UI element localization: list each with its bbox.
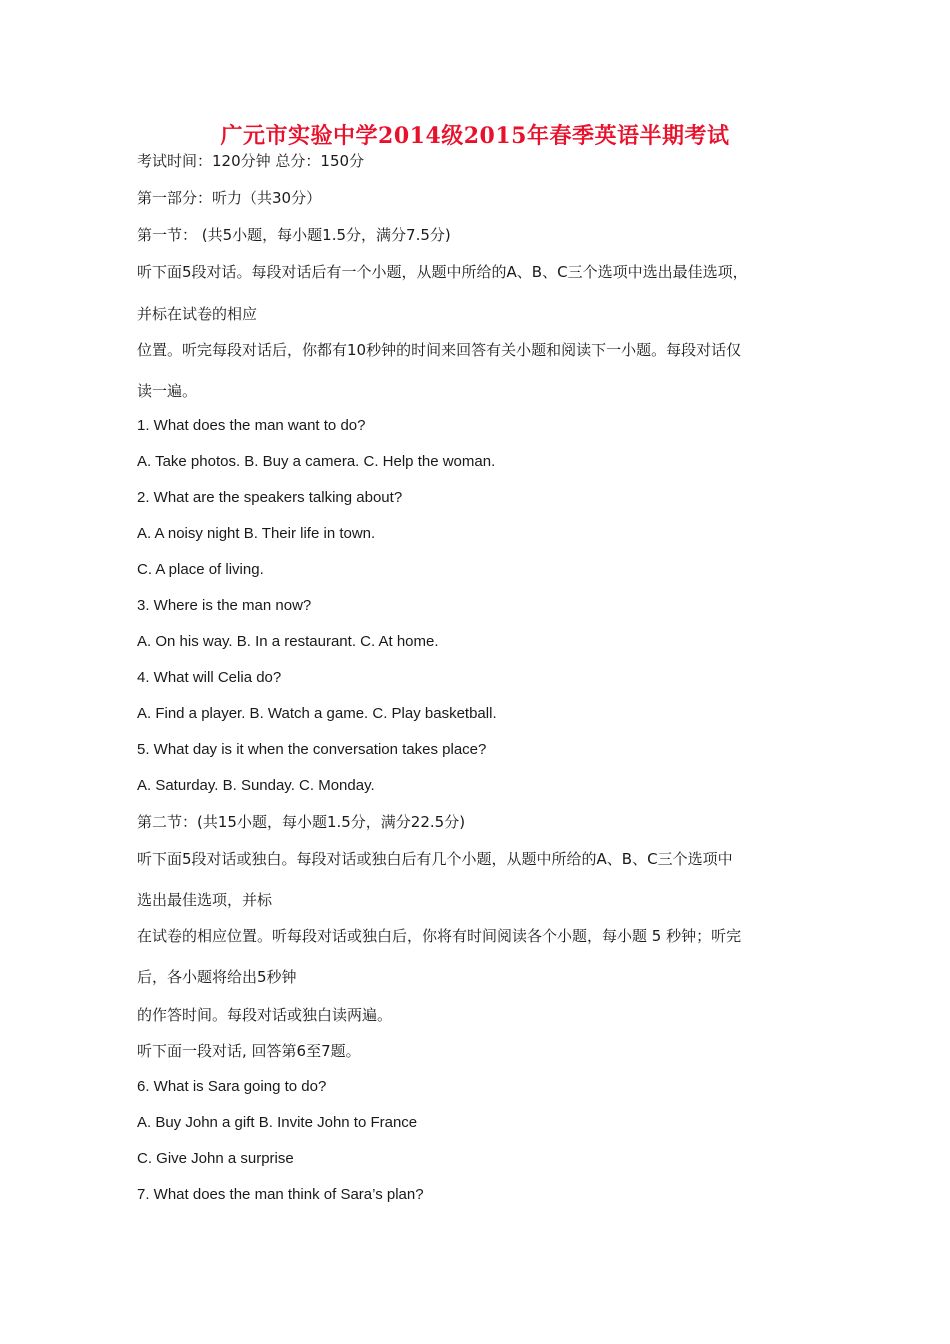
instruction-line: 听下面5段对话。每段对话后有一个小题，从题中所给的A、B、C三个选项中选出最佳选项， [137, 263, 748, 281]
instruction-line: 位置。听完每段对话后，你都有10秒钟的时间来回答有关小题和阅读下一小题。每段对话仅 [137, 341, 742, 359]
instruction-line: 读一遍。 [137, 382, 198, 400]
part-one-heading: 第一部分：听力（共30分） [137, 189, 322, 207]
question-6-options: A. Buy John a gift B. Invite John to France [137, 1114, 418, 1131]
section-two-heading: 第二节：(共15小题，每小题1.5分，满分22.5分) [137, 813, 466, 831]
instruction-line: 的作答时间。每段对话或独白读两遍。 [137, 1006, 393, 1024]
instruction-line: 在试卷的相应位置。听每段对话或独白后，你将有时间阅读各个小题，每小题 5 秒钟；听完 [137, 927, 742, 945]
instruction-line: 听下面5段对话或独白。每段对话或独白后有几个小题，从题中所给的A、B、C三个选项中 [137, 850, 733, 868]
instruction-line: 并标在试卷的相应 [137, 305, 258, 323]
question-6-options: C. Give John a surprise [137, 1150, 294, 1167]
instruction-line: 选出最佳选项，并标 [137, 891, 273, 909]
question-2: 2. What are the speakers talking about? [137, 489, 403, 506]
dialogue-intro: 听下面一段对话, 回答第6至7题。 [137, 1042, 361, 1060]
question-4-options: A. Find a player. B. Watch a game. C. Play basketball. [137, 705, 497, 722]
question-1-options: A. Take photos. B. Buy a camera. C. Help the woman. [137, 453, 496, 470]
question-5: 5. What day is it when the conversation takes place? [137, 741, 487, 758]
question-5-options: A. Saturday. B. Sunday. C. Monday. [137, 777, 375, 794]
question-7: 7. What does the man think of Sara’s plan? [137, 1186, 424, 1203]
question-1: 1. What does the man want to do? [137, 417, 366, 434]
question-6: 6. What is Sara going to do? [137, 1078, 327, 1095]
question-2-options: A. A noisy night B. Their life in town. [137, 525, 376, 542]
exam-title: 广元市实验中学2014级2015年春季英语半期考试 [220, 123, 730, 149]
question-4: 4. What will Celia do? [137, 669, 282, 686]
exam-info-line: 考试时间：120分钟 总分：150分 [137, 152, 365, 170]
question-3-options: A. On his way. B. In a restaurant. C. At home. [137, 633, 439, 650]
section-one-heading: 第一节： (共5小题，每小题1.5分，满分7.5分) [137, 226, 451, 244]
question-3: 3. Where is the man now? [137, 597, 312, 614]
instruction-line: 后，各小题将给出5秒钟 [137, 968, 297, 986]
question-2-options: C. A place of living. [137, 561, 264, 578]
